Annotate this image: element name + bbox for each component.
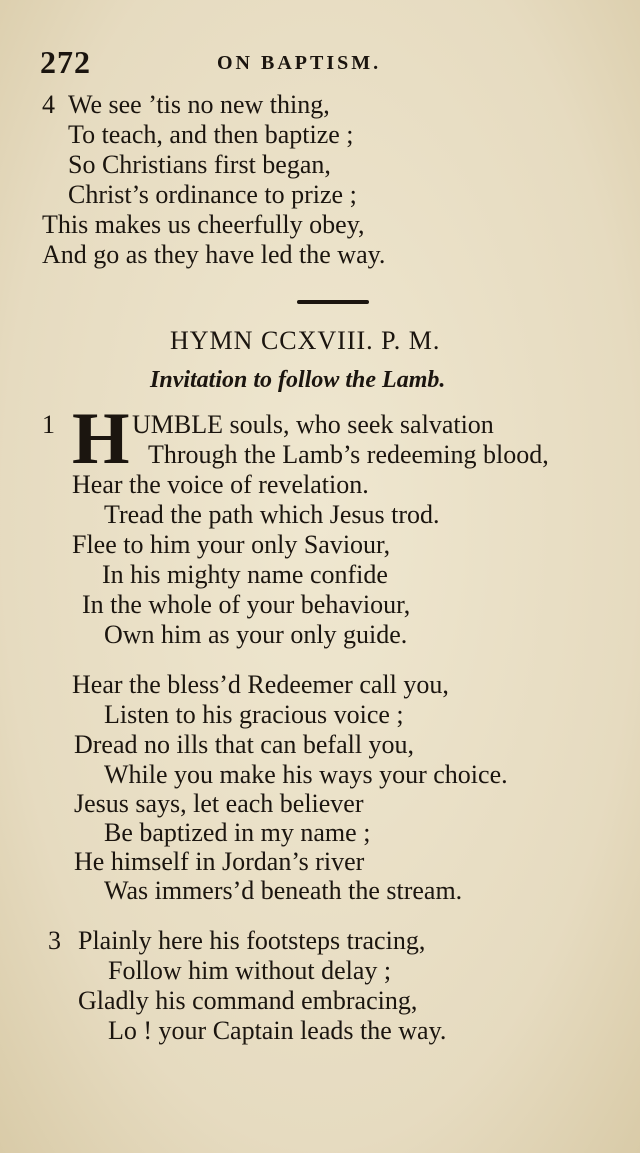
hymn-line: Own him as your only guide.: [104, 620, 408, 649]
stanza-number: 3: [48, 926, 61, 955]
hymn-line: Follow him without delay ;: [108, 956, 392, 985]
hymn-line: Plainly here his footsteps tracing,: [78, 926, 426, 955]
hymn-line: In his mighty name confide: [102, 560, 388, 589]
hymn-subtitle: Invitation to follow the Lamb.: [150, 367, 446, 393]
hymn-line: Was immers’d beneath the stream.: [104, 876, 463, 905]
verse-line: To teach, and then baptize ;: [68, 120, 354, 149]
hymn-title: HYMN CCXVIII. P. M.: [170, 326, 441, 355]
hymn-line: While you make his ways your choice.: [104, 760, 508, 789]
hymn-line: Lo ! your Captain leads the way.: [108, 1016, 447, 1045]
hymn-line: Flee to him your only Saviour,: [72, 530, 391, 559]
hymn-line: Hear the bless’d Redeemer call you,: [72, 670, 449, 699]
hymn-line: Gladly his command embracing,: [78, 986, 418, 1015]
drop-cap: H: [72, 398, 130, 480]
hymn-line: Hear the voice of revelation.: [72, 470, 369, 499]
hymn-line: In the whole of your behaviour,: [82, 590, 411, 619]
hymn-line: He himself in Jordan’s river: [74, 847, 365, 876]
hymn-line: UMBLE souls, who seek salvation: [132, 410, 494, 439]
verse-line: So Christians first began,: [68, 150, 331, 179]
hymn-line: Listen to his gracious voice ;: [104, 700, 404, 729]
hymn-line: Dread no ills that can befall you,: [74, 730, 415, 759]
verse-line: This makes us cheerfully obey,: [42, 210, 365, 239]
verse-number: 4: [42, 90, 55, 119]
page-number: 272: [40, 44, 91, 80]
hymn-line: Be baptized in my name ;: [104, 818, 371, 847]
stanza-number: 1: [42, 410, 55, 439]
verse-line: We see ’tis no new thing,: [68, 90, 330, 119]
hymn-line: Jesus says, let each believer: [74, 789, 364, 818]
running-title: ON BAPTISM.: [217, 52, 382, 74]
hymn-line: Tread the path which Jesus trod.: [104, 500, 440, 529]
verse-line: Christ’s ordinance to prize ;: [68, 180, 357, 209]
hymn-line: Through the Lamb’s redeeming blood,: [148, 440, 549, 469]
verse-line: And go as they have led the way.: [42, 240, 386, 269]
section-divider: [297, 300, 369, 304]
